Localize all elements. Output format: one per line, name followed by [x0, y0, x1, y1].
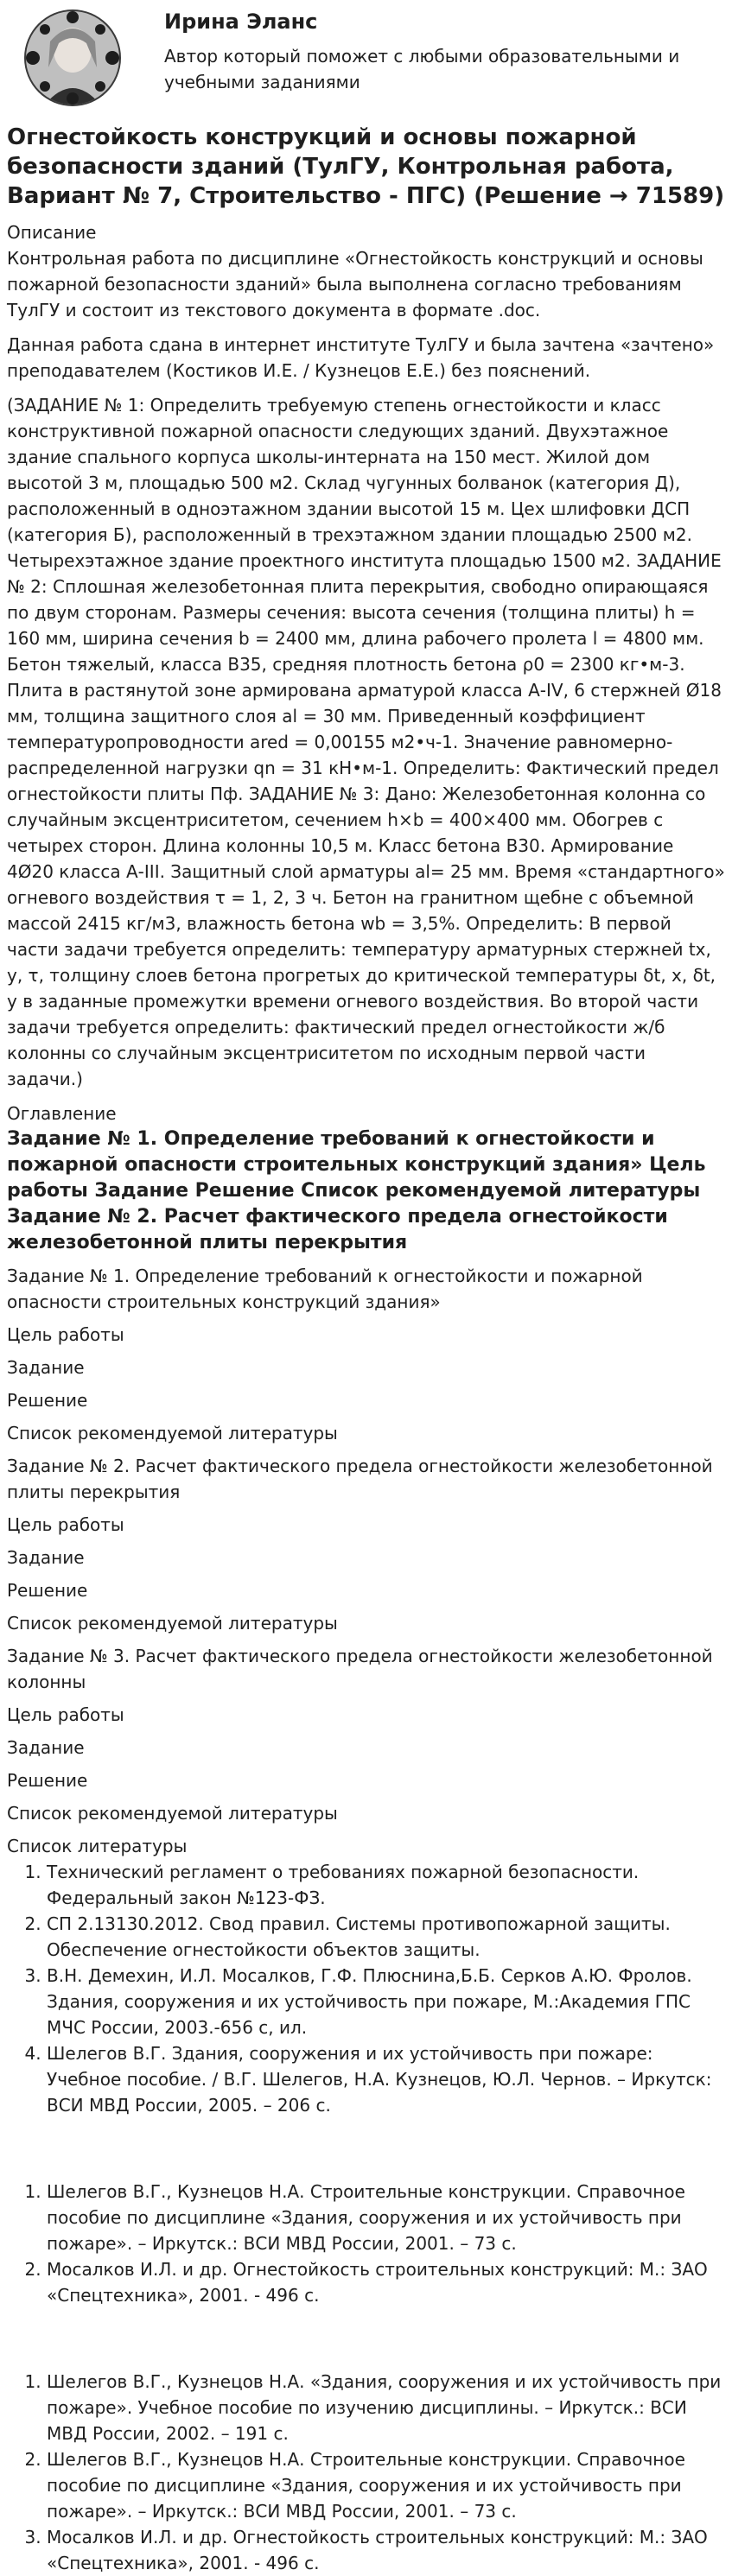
literature-item: 2. Мосалков И.Л. и др. Огнестойкость строительных конструкций: М.: ЗАО «Спецтехника», 2001. - 496 с.: [47, 2256, 725, 2308]
author-avatar[interactable]: [7, 7, 138, 109]
description-paragraph: Контрольная работа по дисциплине «Огнестойкость конструкций и основы пожарной безопасности зданий» была выполнена согласно требованиям ТулГУ и состоит из текстового документа в формате .doc.: [7, 248, 703, 320]
toc-item: Задание № 1. Определение требований к огнестойкости и пожарной опасности строительных конструкций здания»: [7, 1266, 643, 1312]
toc-item: Список рекомендуемой литературы: [7, 1803, 338, 1824]
toc-item: Задание: [7, 1547, 85, 1568]
literature-item: 2. Шелегов В.Г., Кузнецов Н.А. Строительные конструкции. Справочное пособие по дисциплине «Здания, сооружения и их устойчивость при пожаре». – Иркутск.: ВСИ МВД России, 2001. – 73 с.: [47, 2446, 725, 2524]
toc-item: Цель работы: [7, 1514, 124, 1535]
literature-item: 2. СП 2.13130.2012. Свод правил. Системы противопожарной защиты. Обеспечение огнестойкости объектов защиты.: [47, 1911, 725, 1963]
toc-item: Задание № 2. Расчет фактического предела огнестойкости железобетонной плиты перекрытия: [7, 1456, 713, 1502]
author-name[interactable]: Ирина Эланс: [164, 10, 318, 34]
description-label: Описание: [7, 222, 97, 243]
toc-item: Список рекомендуемой литературы: [7, 1423, 338, 1443]
author-description: Автор который поможет с любыми образовательными и учебными заданиями: [164, 46, 680, 92]
toc-item: Список рекомендуемой литературы: [7, 1613, 338, 1634]
literature-item: 3. Мосалков И.Л. и др. Огнестойкость строительных конструкций: М.: ЗАО «Спецтехника», 2001. - 496 с.: [47, 2524, 725, 2576]
literature-item: 1. Технический регламент о требованиях пожарной безопасности. Федеральный закон №123-ФЗ.: [47, 1859, 725, 1911]
literature-list: [7, 1859, 725, 2118]
description-paragraph: Данная работа сдана в интернет институте ТулГУ и была зачтена «зачтено» преподавателем (Костиков И.Е. / Кузнецов Е.Е.) без пояснений.: [7, 334, 715, 381]
literature-item: 1. Шелегов В.Г., Кузнецов Н.А. Строительные конструкции. Справочное пособие по дисциплине «Здания, сооружения и их устойчивость при пожаре». – Иркутск.: ВСИ МВД России, 2001. – 73 с.: [47, 2179, 725, 2256]
toc-item: Решение: [7, 1390, 88, 1411]
toc-label: Оглавление: [7, 1103, 117, 1124]
toc-item: Задание: [7, 1357, 85, 1378]
toc-item: Решение: [7, 1770, 88, 1791]
literature-list: [7, 2369, 725, 2576]
toc-item: Задание № 3. Расчет фактического предела огнестойкости железобетонной колонны: [7, 1646, 713, 1692]
author-info: [164, 7, 700, 95]
toc-item: Решение: [7, 1580, 88, 1601]
work-title: Огнестойкость конструкций и основы пожарной безопасности зданий (ТулГУ, Контрольная работа, Вариант № 7, Строительство - ПГС) (Решение → 71589): [7, 124, 725, 209]
toc-item: Цель работы: [7, 1324, 124, 1345]
toc-item: Цель работы: [7, 1704, 124, 1725]
literature-label: Список литературы: [7, 1836, 188, 1856]
toc-bold-summary: Задание № 1. Определение требований к огнестойкости и пожарной опасности строительных конструкций здания» Цель работы Задание Решение Список рекомендуемой литературы Задание № 2. Расчет фактического предела огнестойкости железобетонной плиты перекрытия: [7, 1128, 706, 1253]
literature-list: [7, 2179, 725, 2308]
author-card: [7, 0, 725, 123]
task-conditions: (ЗАДАНИЕ № 1: Определить требуемую степень огнестойкости и класс конструктивной пожарной опасности следующих зданий. Двухэтажное здание спального корпуса школы-интерната на 150 мест. Жилой дом высотой 3 м, площадью 500 м2. Склад чугунных болванок (категория Д), расположенный в одноэтажном здании высотой 15 м. Цех шлифовки ДСП (категория Б), расположенный в трехэтажном здании площадью 2500 м2. Четырехэтажное здание проектного института площадью 1500 м2. ЗАДАНИЕ № 2: Сплошная железобетонная плита перекрытия, свободно опирающаяся по двум сторонам. Размеры сечения: высота сечения (толщина плиты) h = 160 мм, ширина сечения b = 2400 мм, длина рабочего пролета l = 4800 мм. Бетон тяжелый, класса В35, средняя плотность бетона ρ0 = 2300 кг•м-3. Плита в растянутой зоне армирована арматурой класса А-IV, 6 стержней Ø18 мм, толщина защитного слоя al = 30 мм. Приведенный коэффициент температуропроводности ared = 0,00155 м2•ч-1. Значение равномерно-распределенной нагрузки qn = 31 кН•м-1. Определить: Фактический предел огнестойкости плиты Пф. ЗАДАНИЕ № 3: Дано: Железобетонная колонна со случайным эксцентриситетом, сечением h×b = 400×400 мм. Обогрев с четырех сторон. Длина колонны 10,5 м. Класс бетона В30. Армирование 4Ø20 класса А-III. Защитный слой арматуры al= 25 мм. Время «стандартного» огневого воздействия τ = 1, 2, 3 ч. Бетон на гранитном щебне с объемной массой 2415 кг/м3, влажность бетона wb = 3,5%. Определить: В первой части задачи требуется определить: температуру арматурных стержней tx, y, τ, толщину слоев бетона прогретых до критической температуры δt, x, δt, y в заданные промежутки времени огневого воздействия. Во второй части задачи требуется определить: фактический предел огнестойкости ж/б колонны со случайным эксцентриситетом по исходным первой части задачи.): [7, 395, 725, 1089]
spacer: [7, 2317, 725, 2369]
literature-item: 4. Шелегов В.Г. Здания, сооружения и их устойчивость при пожаре: Учебное пособие. / В.Г. Шелегов, Н.А. Кузнецов, Ю.Л. Чернов. – Иркутск: ВСИ МВД России, 2005. – 206 с.: [47, 2040, 725, 2118]
toc-item: Задание: [7, 1737, 85, 1758]
literature-item: 3. В.Н. Демехин, И.Л. Мосалков, Г.Ф. Плюснина,Б.Б. Серков А.Ю. Фролов. Здания, сооружения и их устойчивость при пожаре, М.:Академия ГПС МЧС России, 2003.-656 с, ил.: [47, 1963, 725, 2040]
literature-item: 1. Шелегов В.Г., Кузнецов Н.А. «Здания, сооружения и их устойчивость при пожаре». Учебное пособие по изучению дисциплины. – Иркутск.: ВСИ МВД России, 2002. – 191 с.: [47, 2369, 725, 2446]
spacer: [7, 2127, 725, 2179]
